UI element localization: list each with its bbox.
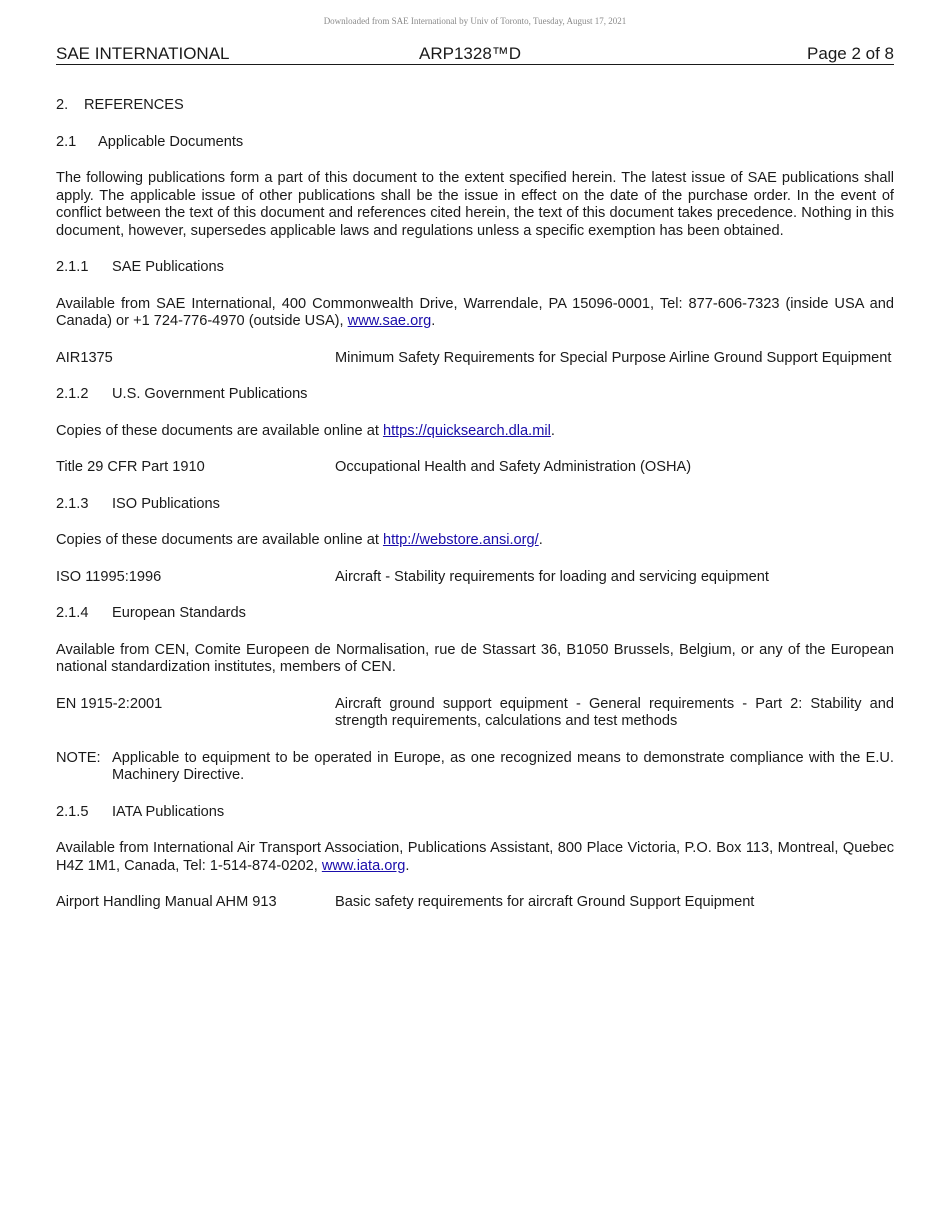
- note-machinery-directive: [56, 750, 894, 785]
- page-header: [56, 44, 894, 65]
- reference-ahm-913: [56, 894, 894, 912]
- paragraph-iata-publications: Available from International Air Transport Association, Publications Assistant, 800 Place Victoria, P.O. Box 113, Montreal, Quebec H4Z 1M1, Canada, Tel: 1-514-874-0202, www.iata.org.: [56, 840, 894, 874]
- paragraph-sae-publications: Available from SAE International, 400 Commonwealth Drive, Warrendale, PA 15096-0001, Tel: 877-606-7323 (inside USA and Canada) or +1 724-776-4970 (outside USA), www.sae.org.: [56, 295, 894, 329]
- heading-2-1-3: 2.1.3 ISO Publications: [56, 495, 220, 512]
- note-text: Applicable to equipment to be operated in Europe, as one recognized means to demonstrate compliance with the E.U. Machinery Directive.: [112, 749, 894, 783]
- reference-id: AIR1375: [56, 349, 113, 366]
- heading-2-1-1: 2.1.1 SAE Publications: [56, 259, 224, 275]
- heading-2-1: 2.1 Applicable Documents: [56, 133, 244, 150]
- sae-link[interactable]: www.sae.org: [347, 313, 432, 329]
- heading-2-1-2: 2.1.2 U.S. Government Publications: [56, 386, 308, 402]
- header-organization: SAE INTERNATIONAL: [56, 44, 230, 63]
- reference-id: EN 1915-2:2001: [56, 695, 163, 712]
- reference-title: Occupational Health and Safety Administration (OSHA): [335, 459, 692, 475]
- paragraph-european-standards: Available from CEN, Comite Europeen de Normalisation, rue de Stassart 36, B1050 Brussels, Belgium, or any of the European national standardization institutes, members of CEN.: [56, 641, 894, 675]
- reference-title: Basic safety requirements for aircraft Ground Support Equipment: [335, 894, 755, 910]
- paragraph-applicable-documents: The following publications form a part of this document to the extent specified herein. The latest issue of SAE publications shall apply. The applicable issue of other publications shall be the issue in effect on the date of the purchase order. In the event of conflict between the text of this document and references cited herein, the text of this document takes precedence. Nothing in this document, however, supersedes applicable laws and regulations unless a specific exemption has been obtained.: [56, 170, 894, 239]
- section-heading-references: 2. REFERENCES: [56, 97, 184, 113]
- paragraph-iso-publications: Copies of these documents are available online at http://webstore.ansi.org/.: [56, 532, 543, 548]
- download-watermark: Downloaded from SAE International by Univ of Toronto, Tuesday, August 17, 2021: [323, 16, 627, 26]
- reference-title: Aircraft ground support equipment - General requirements - Part 2: Stability and strength requirements, calculations and test methods: [335, 695, 894, 729]
- header-document-number: ARP1328™D: [419, 44, 522, 63]
- ansi-link[interactable]: http://webstore.ansi.org/: [382, 532, 539, 548]
- heading-2-1-4: 2.1.4 European Standards: [56, 605, 246, 621]
- reference-id: Airport Handling Manual AHM 913: [56, 894, 277, 910]
- iata-link[interactable]: www.iata.org: [321, 857, 406, 874]
- reference-id: ISO 11995:1996: [56, 568, 162, 585]
- reference-title: Aircraft - Stability requirements for loading and servicing equipment: [335, 568, 769, 585]
- heading-2-1-5: 2.1.5 IATA Publications: [56, 803, 225, 820]
- reference-id: Title 29 CFR Part 1910: [56, 459, 205, 475]
- reference-cfr-1910: [56, 459, 894, 477]
- header-page-number: Page 2 of 8: [807, 44, 894, 63]
- paragraph-us-government: Copies of these documents are available online at https://quicksearch.dla.mil.: [56, 422, 555, 439]
- dla-link[interactable]: https://quicksearch.dla.mil: [382, 422, 551, 439]
- reference-title: Minimum Safety Requirements for Special Purpose Airline Ground Support Equipment: [335, 349, 892, 366]
- reference-en-1915: [56, 696, 894, 731]
- reference-iso-11995: [56, 569, 894, 587]
- note-label: NOTE:: [56, 749, 101, 766]
- document-body: [56, 97, 894, 931]
- reference-air1375: [56, 350, 894, 368]
